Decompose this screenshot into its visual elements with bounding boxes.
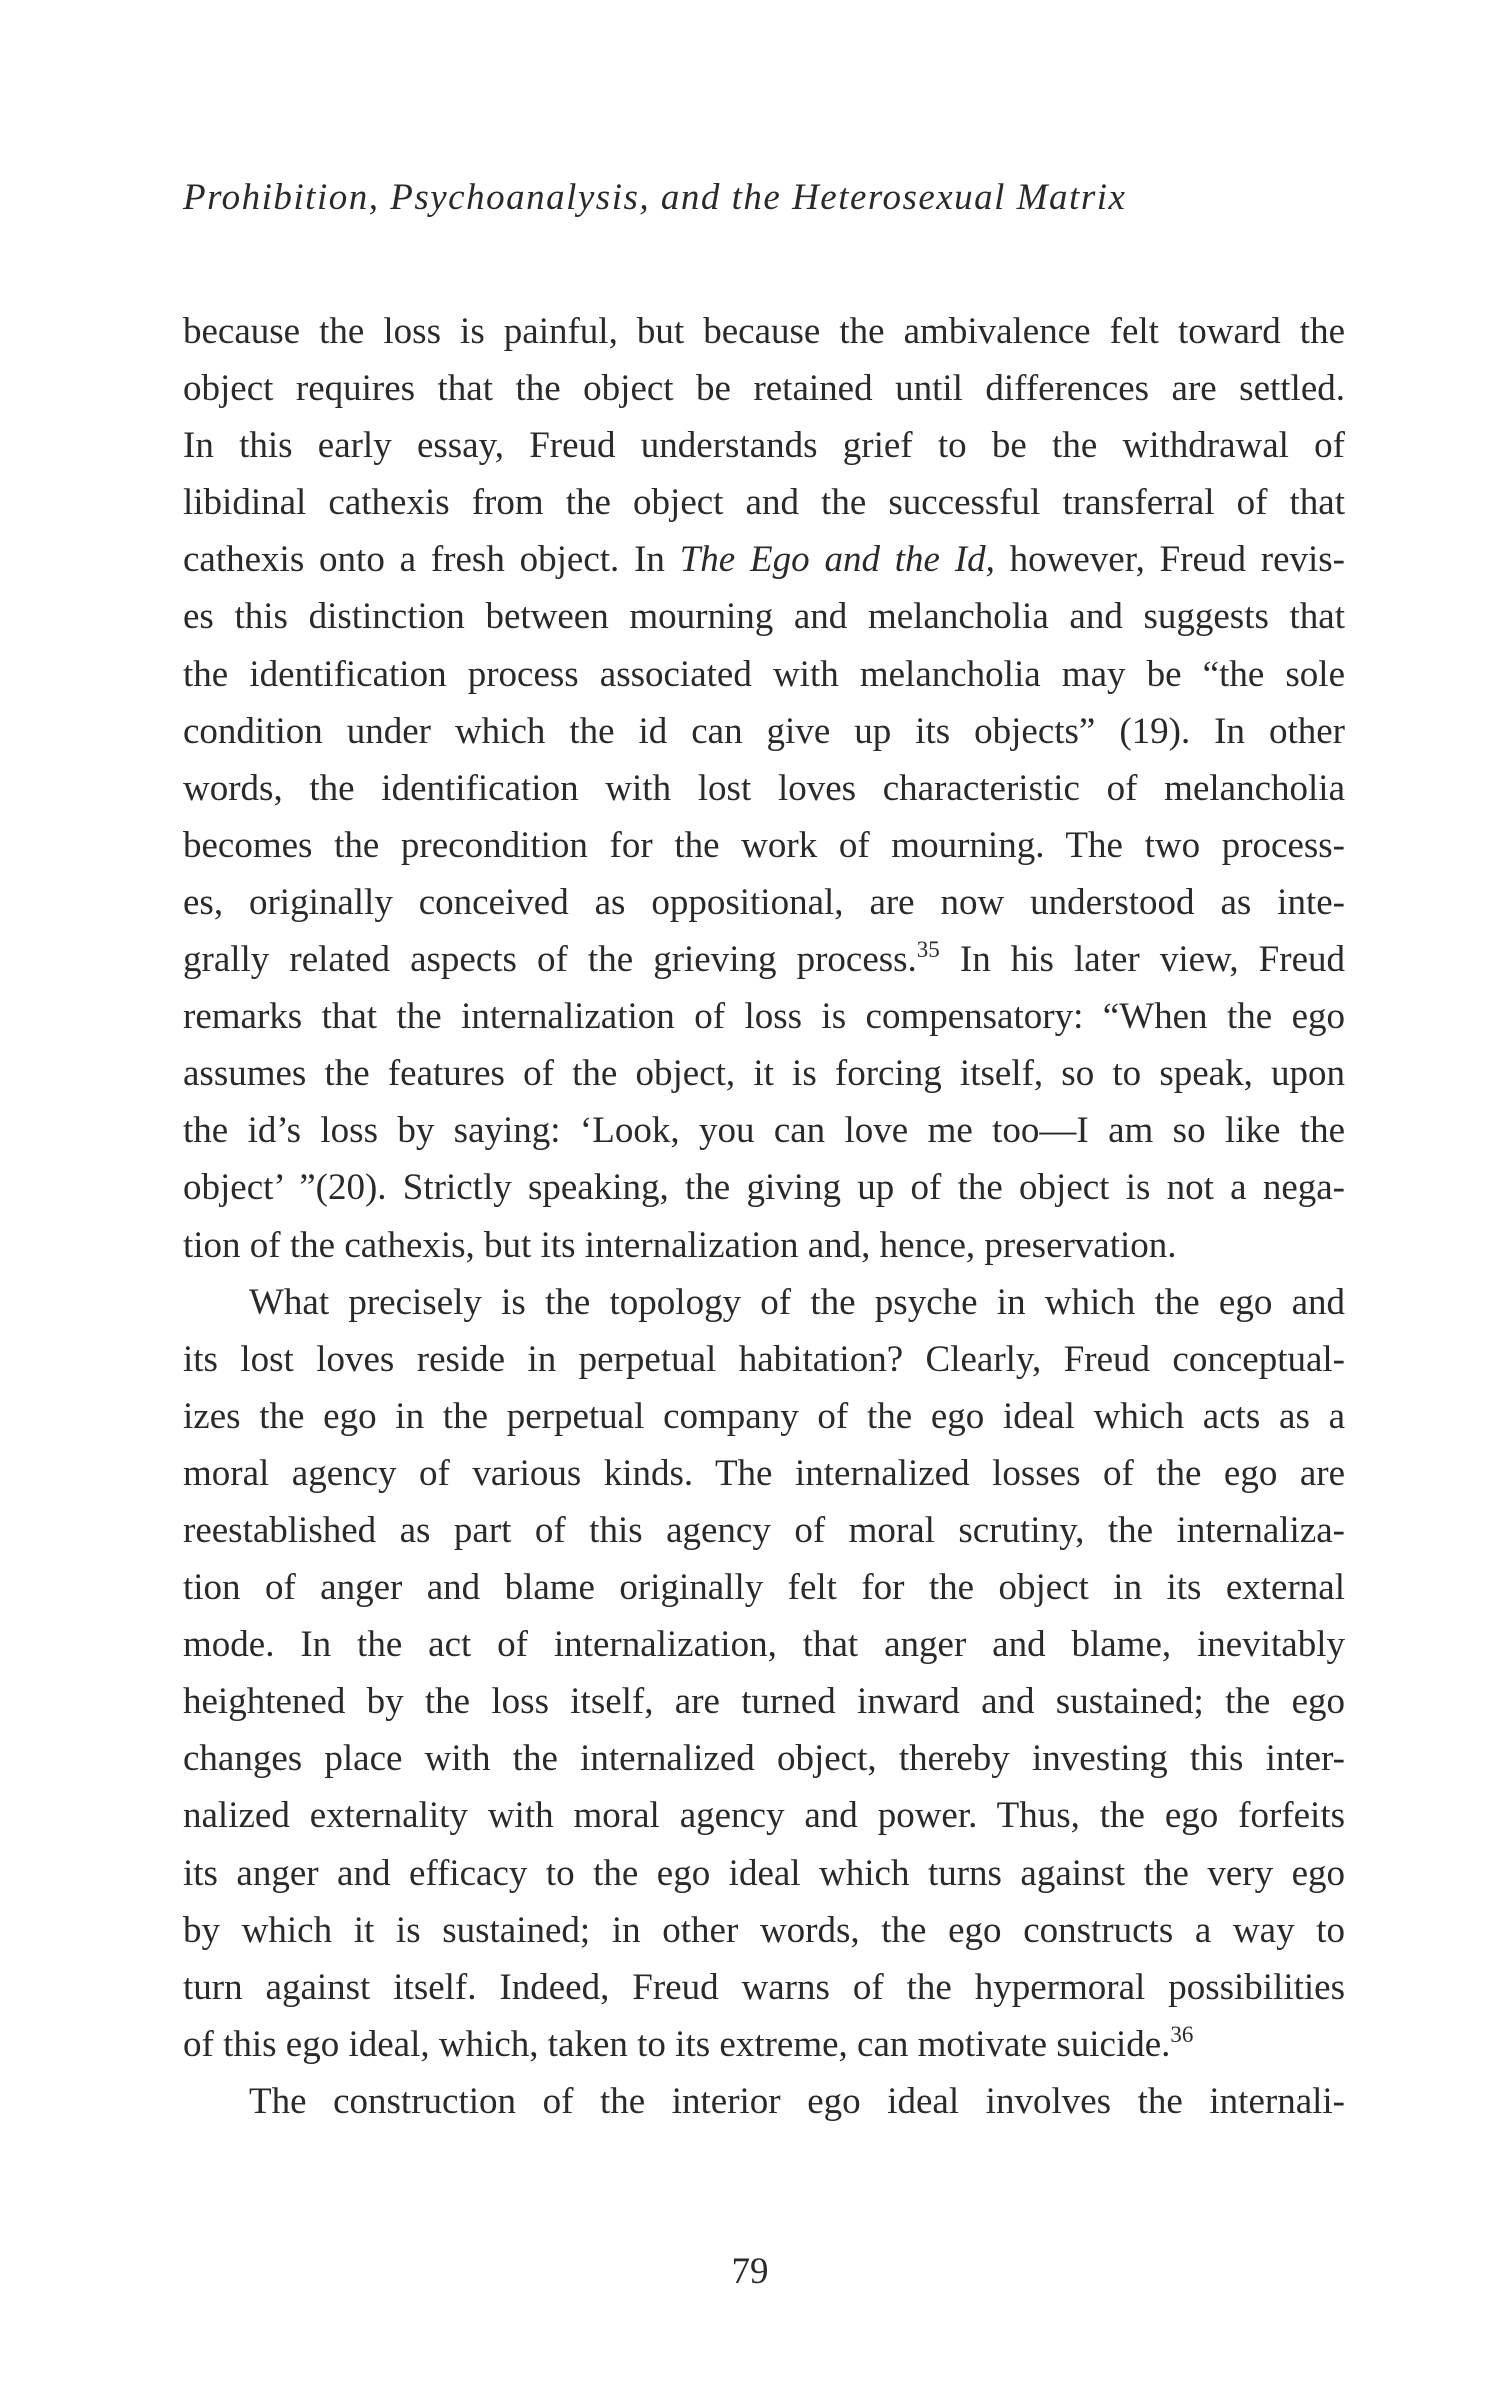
- text-line: [183, 931, 1345, 988]
- text-line: [183, 1102, 1345, 1159]
- text-line: [183, 1045, 1345, 1102]
- text-line: [183, 988, 1345, 1045]
- text-run: nalized externality with moral agency and power. Thus, the ego forfeits: [183, 1795, 1345, 1837]
- text-run: words, the identification with lost loves characteristic of melancholia: [183, 767, 1345, 809]
- text-line: [183, 1730, 1345, 1787]
- paragraph: [183, 1274, 1345, 2073]
- text-line: [183, 646, 1345, 703]
- text-line: [183, 2016, 1345, 2073]
- text-line: [183, 1502, 1345, 1559]
- text-run: because the loss is painful, but because the ambivalence felt toward the: [183, 311, 1345, 352]
- text-line: [183, 588, 1345, 645]
- text-line: [183, 874, 1345, 931]
- paragraph: [183, 303, 1345, 1274]
- text-run: its anger and efficacy to the ego ideal which turns against the very ego: [183, 1852, 1345, 1894]
- text-line: [183, 1159, 1345, 1216]
- text-run: izes the ego in the perpetual company of the ego ideal which acts as a: [183, 1395, 1345, 1437]
- text-run: of this ego ideal, which, taken to its extreme, can motivate suicide.: [183, 2023, 1171, 2065]
- text-run: moral agency of various kinds. The internalized losses of the ego are: [183, 1452, 1345, 1494]
- text-run: heightened by the loss itself, are turned inward and sustained; the ego: [183, 1681, 1345, 1723]
- text-run: The construction of the interior ego ideal involves the internali-: [249, 2080, 1345, 2122]
- text-run: remarks that the internalization of loss is compensatory: “When the ego: [183, 996, 1345, 1038]
- text-run: turn against itself. Indeed, Freud warns of the hypermoral possibilities: [183, 1966, 1345, 2008]
- text-line: [183, 1787, 1345, 1844]
- body-text: [183, 303, 1345, 2130]
- footnote-ref: 35: [916, 937, 940, 963]
- text-run: however, Freud revis-: [994, 539, 1346, 581]
- text-run: by which it is sustained; in other words, the ego constructs a way to: [183, 1909, 1345, 1951]
- text-line: [183, 1331, 1345, 1388]
- text-line: [183, 1217, 1345, 1274]
- running-head: Prohibition, Psychoanalysis, and the Heterosexual Matrix: [183, 177, 1127, 218]
- paragraph: [183, 2073, 1345, 2130]
- text-run: libidinal cathexis from the object and the successful transferral of that: [183, 482, 1345, 524]
- text-run: tion of anger and blame originally felt for the object in its external: [183, 1567, 1345, 1609]
- text-line: [183, 760, 1345, 817]
- text-run: the identification process associated with melancholia may be “the sole: [183, 653, 1345, 695]
- text-run: In this early essay, Freud understands grief to be the withdrawal of: [183, 425, 1345, 467]
- text-line: [183, 1959, 1345, 2016]
- text-run: What precisely is the topology of the psyche in which the ego and: [249, 1281, 1345, 1323]
- text-line: [183, 1388, 1345, 1445]
- text-line: [183, 703, 1345, 760]
- italic-title: The Ego and the Id,: [679, 539, 995, 581]
- footnote-ref: 36: [1170, 2021, 1194, 2047]
- text-run: object requires that the object be retained until differences are settled.: [183, 368, 1345, 410]
- text-line: [183, 1616, 1345, 1673]
- text-run: tion of the cathexis, but its internalization and, hence, preservation.: [183, 1224, 1177, 1266]
- text-line: [183, 474, 1345, 531]
- text-run: In his later view, Freud: [939, 939, 1345, 981]
- text-line: [183, 1673, 1345, 1730]
- page-number: 79: [731, 2251, 769, 2292]
- text-line: [183, 2073, 1345, 2130]
- text-run: reestablished as part of this agency of moral scrutiny, the internaliza-: [183, 1509, 1345, 1551]
- text-run: es, originally conceived as oppositional, are now understood as inte-: [183, 881, 1345, 923]
- text-line: [183, 417, 1345, 474]
- text-line: [183, 1845, 1345, 1902]
- text-line: [183, 1445, 1345, 1502]
- text-line: [183, 817, 1345, 874]
- text-run: condition under which the id can give up its objects” (19). In other: [183, 710, 1345, 752]
- text-line: [183, 531, 1345, 588]
- text-run: mode. In the act of internalization, that anger and blame, inevitably: [183, 1624, 1345, 1666]
- text-run: es this distinction between mourning and melancholia and suggests that: [183, 596, 1345, 638]
- text-run: cathexis onto a fresh object. In: [183, 539, 680, 581]
- text-line: [183, 1274, 1345, 1331]
- text-run: the id’s loss by saying: ‘Look, you can love me too—I am so like the: [183, 1110, 1345, 1152]
- text-run: grally related aspects of the grieving process.: [183, 939, 917, 981]
- text-line: [183, 1902, 1345, 1959]
- text-run: its lost loves reside in perpetual habitation? Clearly, Freud conceptual-: [183, 1338, 1345, 1380]
- text-line: [183, 303, 1345, 360]
- text-run: object’ ”(20). Strictly speaking, the giving up of the object is not a nega-: [183, 1167, 1345, 1209]
- text-line: [183, 360, 1345, 417]
- text-run: assumes the features of the object, it is forcing itself, so to speak, upon: [183, 1053, 1345, 1095]
- text-line: [183, 1559, 1345, 1616]
- text-run: changes place with the internalized object, thereby investing this inter-: [183, 1738, 1345, 1780]
- text-run: becomes the precondition for the work of mourning. The two process-: [183, 824, 1345, 866]
